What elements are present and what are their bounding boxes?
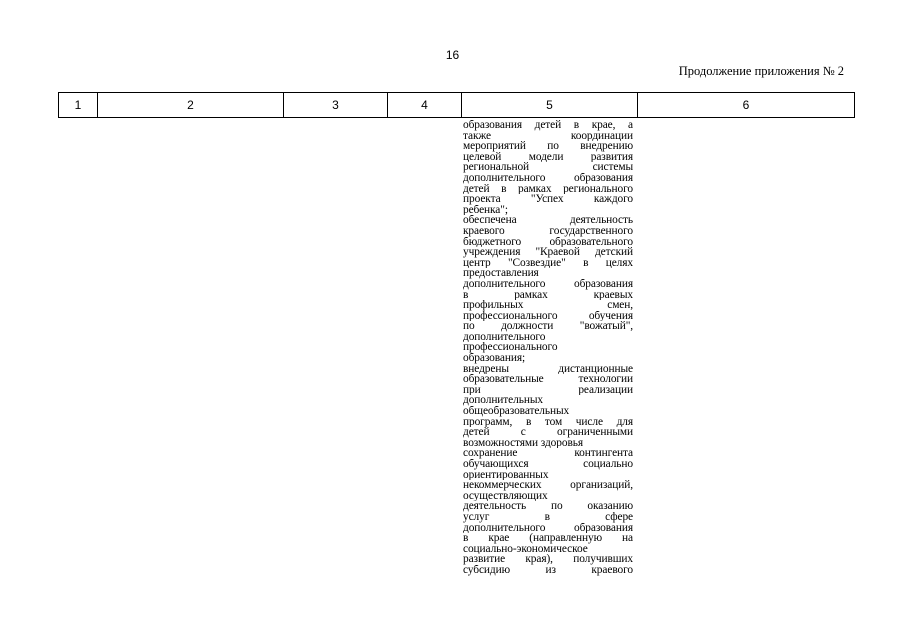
text-line: профессионального обучения xyxy=(463,310,633,322)
text-line: некоммерческих организаций, xyxy=(463,480,633,491)
text-line: по должности "вожатый", xyxy=(463,321,633,332)
text-line: ребенка"; xyxy=(463,204,508,216)
text-line: дополнительных xyxy=(463,395,543,407)
text-line: предоставления xyxy=(463,268,539,279)
text-line: образования детей в крае, а xyxy=(463,120,633,131)
text-line: профессионального xyxy=(463,342,558,354)
text-line: обеспечена деятельность xyxy=(463,215,633,226)
page-number: 16 xyxy=(445,48,460,62)
table-header-col-6: 6 xyxy=(638,93,855,117)
text-line: сохранение контингента xyxy=(463,448,633,459)
text-line: в рамках краевых xyxy=(463,289,633,301)
table-header-col-5: 5 xyxy=(462,93,638,117)
table-header-col-3: 3 xyxy=(284,93,388,117)
text-line: при реализации xyxy=(463,384,633,396)
appendix-continuation-label: Продолжение приложения № 2 xyxy=(678,64,844,78)
text-line: региональной системы xyxy=(463,162,633,173)
text-line: дополнительного образования xyxy=(463,278,633,290)
text-line: социально-экономическое xyxy=(463,543,588,555)
text-line: детей в рамках регионального xyxy=(463,183,633,195)
table-header-col-4: 4 xyxy=(388,93,462,117)
table-header-col-1: 1 xyxy=(59,93,98,117)
text-line: краевого государственного xyxy=(463,225,633,237)
text-line: обучающихся социально xyxy=(463,459,633,470)
text-line: субсидию из краевого xyxy=(463,564,633,576)
text-line: профильных смен, xyxy=(463,300,633,311)
text-line: дополнительного xyxy=(463,331,546,343)
text-line: учреждения "Краевой детский xyxy=(463,247,633,258)
text-line: образовательные технологии xyxy=(463,374,633,385)
text-line: бюджетного образовательного xyxy=(463,236,633,248)
text-line: также координации xyxy=(463,130,633,142)
text-line: мероприятий по внедрению xyxy=(463,141,633,152)
text-line: целевой модели развития xyxy=(463,151,633,163)
text-line: программ, в том числе для xyxy=(463,416,633,428)
table-header-row xyxy=(58,92,855,118)
text-line: внедрены дистанционные xyxy=(463,363,633,375)
text-line: детей с ограниченными xyxy=(463,427,633,438)
text-line: ориентированных xyxy=(463,469,549,481)
text-line: услуг в сфере xyxy=(463,511,633,523)
text-line: развитие края), получивших xyxy=(463,554,633,565)
column-5-text xyxy=(463,120,633,576)
text-line: деятельность по оказанию xyxy=(463,501,633,512)
text-line: дополнительного образования xyxy=(463,522,633,534)
text-line: осуществляющих xyxy=(463,490,548,502)
text-line: возможностями здоровья xyxy=(463,437,583,449)
text-line: образования; xyxy=(463,353,526,364)
text-line: общеобразовательных xyxy=(463,406,570,417)
text-line: дополнительного образования xyxy=(463,172,633,184)
text-line: проекта "Успех каждого xyxy=(463,194,633,205)
text-line: центр "Созвездие" в целях xyxy=(463,257,633,269)
text-line: в крае (направленную на xyxy=(463,533,633,544)
table-header-col-2: 2 xyxy=(98,93,284,117)
